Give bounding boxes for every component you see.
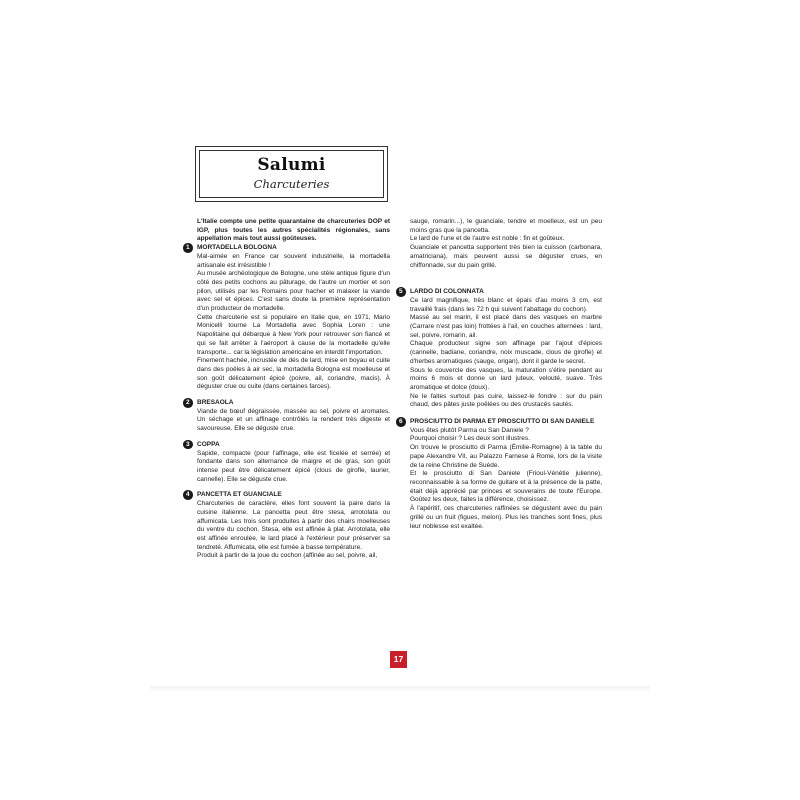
- section-number-badge: 3: [183, 440, 193, 450]
- section-paragraph: Le lard de l'une et de l'autre est noble : fin et goûteux.: [410, 235, 565, 243]
- section-paragraph: Sous le couvercle des vasques, la maturation s'étire pendant au moins 6 mois et donne un lard juteux, velouté, suave. Très aromatique et dolce (doux).: [410, 366, 602, 391]
- section-heading: [185, 440, 390, 450]
- section-number-badge: 6: [396, 417, 406, 427]
- section-title: PROSCIUTTO DI PARMA ET PROSCIUTTO DI SAN DANIELE: [410, 418, 595, 426]
- section-title: BRESAOLA: [197, 399, 234, 407]
- section-number-badge: 2: [183, 398, 193, 408]
- section-paragraph: Vous êtes plutôt Parma ou San Daniele ?: [410, 426, 529, 434]
- section-paragraph: Charcuteries de caractère, elles font souvent la paire dans la cuisine italienne. La pancetta peut être stesa, arrotolata ou affumicata. Les trois sont produites à partir des chairs moelleuses du ventre du cochon. Stesa, elle est affinée à plat. Arrotolata, elle est affinée enroulée, le lard placé à l'extérieur pour préserver sa tendreté. Affumicata, elle est fumée à basse température.: [197, 500, 390, 551]
- section-paragraph: Produit à partir de la joue du cochon (affinée au sel, poivre, ail,: [197, 552, 378, 560]
- section-number-badge: 1: [183, 243, 193, 253]
- right-column: [398, 218, 602, 537]
- section-heading: [185, 399, 390, 408]
- page-number: 17: [390, 651, 407, 668]
- section-paragraph: Au musée archéologique de Bologne, une stèle antique figure d'un côté des petits cochons au pâturage, de l'autre un mortier et son pilon, utilisés par les Romains pour hacher et malaxer la viande avec sel et épices. C'est sans doute la première représentation d'un producteur de mortadelle.: [197, 270, 390, 313]
- section-paragraph: Viande de bœuf dégraissée, massée au sel, poivre et aromates. Un séchage et un affinage contrôlés la rendent très digeste et savoureuse. Elle se déguste crue.: [197, 407, 390, 433]
- section-pancetta: [185, 491, 390, 561]
- page-subtitle: Charcuteries: [253, 177, 330, 191]
- section-title: LARDO DI COLONNATA: [410, 288, 484, 296]
- section-pancetta-continued: [410, 218, 602, 270]
- section-heading: [398, 288, 602, 297]
- section-paragraph: Massé au sel marin, il est placé dans des vasques en marbre (Carrare n'est pas loin) frottées à l'ail, en couches alternées : lard, sel, poivre, romarin, ail.: [410, 314, 602, 339]
- section-heading: [185, 244, 390, 253]
- section-title: PANCETTA ET GUANCIALE: [197, 491, 282, 499]
- section-paragraph: On trouve le prosciutto di Parma (Émilie-Romagne) à la table du pape Alexandre VII, au Palazzo Farnese à Rome, lors de la visite de la reine Christine de Suède.: [410, 444, 602, 469]
- section-heading: [185, 491, 390, 500]
- intro-paragraph: L'Italie compte une petite quarantaine de charcuteries DOP et IGP, plus toutes les autres spécialités régionales, sans appellation mais tout aussi goûteuses.: [197, 218, 390, 243]
- title-box: [195, 146, 388, 202]
- section-paragraph: À l'apéritif, ces charcuteries raffinées se dégustent avec du pain grillé ou un fruit (figues, melon). Plus les tranches sont fines, plus leur noblesse est exaltée.: [410, 505, 602, 530]
- page-title: Salumi: [257, 155, 326, 175]
- section-paragraph: Chaque producteur signe son affinage par l'ajout d'épices (cannelle, badiane, coriandre, noix muscade, clous de girofle) et d'herbes aromatiques (sauge, origan), dont il garde le secret.: [410, 340, 602, 365]
- section-number-badge: 5: [396, 287, 406, 297]
- section-paragraph: sauge, romarin...), le guanciale, tendre et moelleux, est un peu moins gras que la pancetta.: [410, 218, 602, 234]
- section-paragraph: Cette charcuterie est si populaire en Italie que, en 1971, Mario Monicelli tourne La Mortadella avec Sophia Loren : une Napolitaine qui débarque à New York pour retrouver son fiancé et qui se fait arrêter à l'aéroport à cause de la mortadelle qu'elle transporte... car la législation américaine en interdit l'importation.: [197, 313, 390, 356]
- section-prosciutto: [398, 418, 602, 531]
- page-bottom-shadow: [150, 686, 650, 692]
- section-heading: [398, 418, 602, 427]
- section-bresaola: [185, 399, 390, 434]
- left-column: [185, 218, 390, 567]
- section-paragraph: Ne le faites surtout pas cuire, laissez-le fondre : sur du pain chaud, des pâtes juste poêlées ou des crustacés sautés.: [410, 392, 602, 409]
- section-mortadella: [185, 244, 390, 392]
- section-title: COPPA: [197, 440, 220, 448]
- section-paragraph: Guanciale et pancetta supportent très bien la cuisson (carbonara, amatriciana), mais peuvent aussi se déguster crues, en chiffonnade, sur du pain grillé.: [410, 244, 602, 269]
- section-paragraph: Mal-aimée en France car souvent industrielle, la mortadella artisanale est irrésistible !: [197, 252, 390, 269]
- section-title: MORTADELLA BOLOGNA: [197, 244, 277, 252]
- section-paragraph: Pourquoi choisir ? Les deux sont illustres.: [410, 435, 530, 443]
- section-paragraph: Et le prosciutto di San Daniele (Frioul-Vénétie julienne), reconnaissable à sa forme de guitare et à la présence de la patte, était déjà apprécié par princes et souverains de toute l'Europe. Goûtez les deux, faites la différence, choisissez.: [410, 470, 602, 504]
- section-paragraph: Finement hachée, incrustée de dés de lard, mise en boyau et cuite dans des poêles à air sec, la mortadella Bologna est moelleuse et son goût délicatement épicé (poivre, ail, coriandre, macis). À déguster crue ou cuite (dans certaines farces).: [197, 357, 390, 391]
- section-paragraph: Sapide, compacte (pour l'affinage, elle est ficelée et serrée) et fondante dans son alternance de maigre et de gras, son goût intense peut être délicatement épicé (clous de girofle, laurier, cannelle). Elle se déguste crue.: [197, 449, 390, 483]
- section-lardo: [398, 288, 602, 410]
- section-paragraph: Ce lard magnifique, très blanc et épais d'au moins 3 cm, est travaillé frais (dans les 72 h qui suivent l'abattage du cochon).: [410, 296, 602, 313]
- section-number-badge: 4: [183, 490, 193, 500]
- section-coppa: [185, 440, 390, 485]
